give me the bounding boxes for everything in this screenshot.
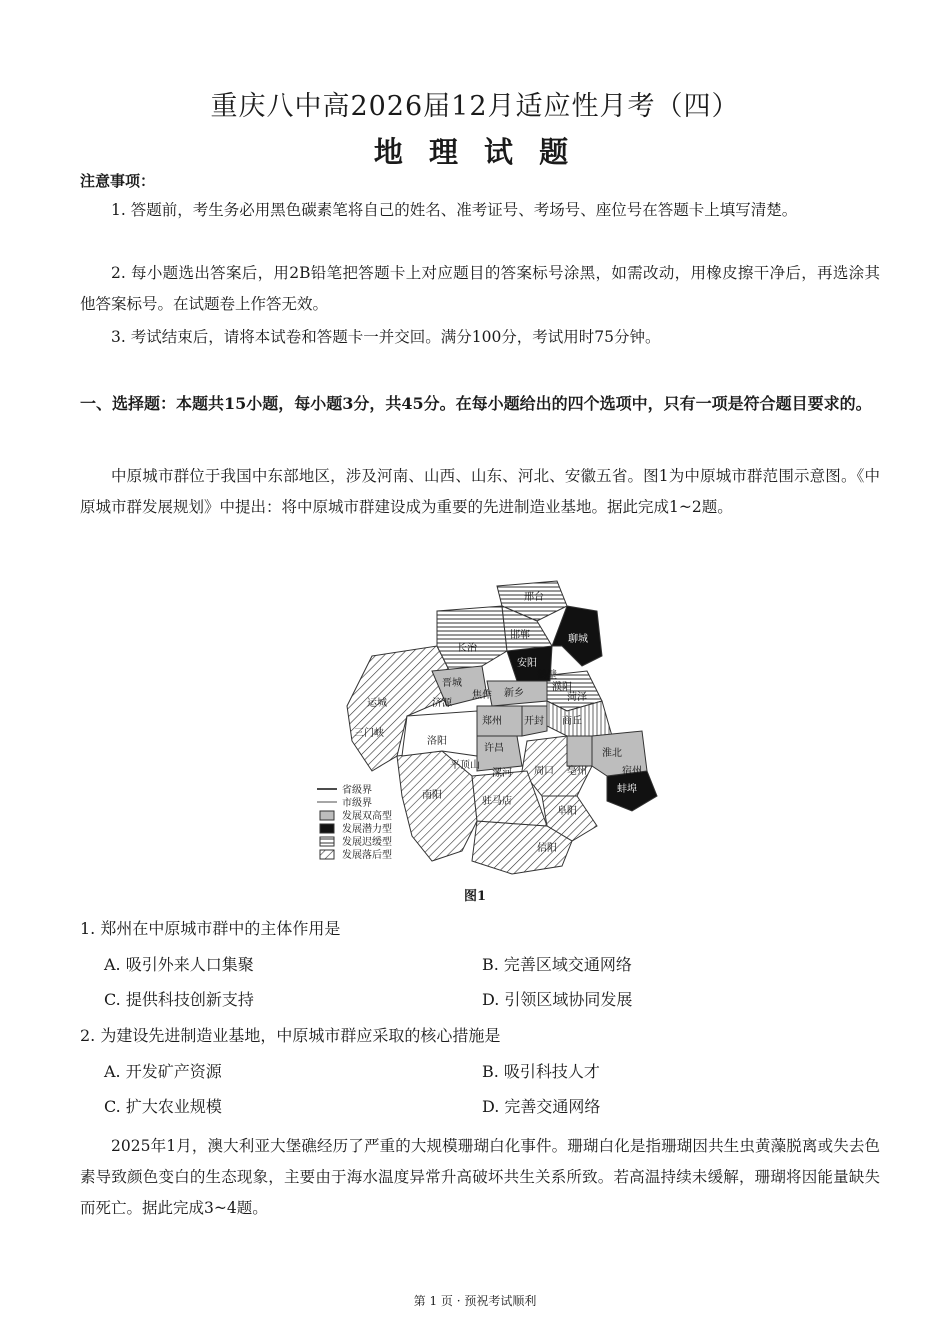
region-bozhou (567, 736, 592, 766)
city-label: 三门峡 (354, 728, 384, 739)
section-heading: 一、选择题：本题共15小题，每小题3分，共45分。在每小题给出的四个选项中，只有一项是符合题目要求的。 (80, 394, 872, 413)
question-1-stem: 1. 郑州在中原城市群中的主体作用是 (80, 919, 341, 938)
exam-subject: 地 理 试 题 (373, 135, 577, 169)
legend-lagging: 发展落后型 (342, 850, 392, 861)
city-label: 鹤壁 (537, 670, 557, 681)
figure-1-map (312, 566, 662, 878)
city-label: 信阳 (537, 843, 557, 854)
legend-slow: 发展迟缓型 (342, 837, 392, 848)
question-2-option-b[interactable]: B. 吸引科技人才 (482, 1062, 600, 1081)
city-label: 亳州 (567, 766, 587, 777)
city-label: 邯郸 (510, 630, 530, 641)
region-changzhi (437, 606, 507, 676)
city-label: 菏泽 (567, 692, 587, 703)
city-label: 安阳 (517, 658, 537, 669)
question-1-option-b[interactable]: B. 完善区域交通网络 (482, 955, 632, 974)
city-label: 济源 (432, 698, 452, 709)
question-1-option-a[interactable]: A. 吸引外来人口集聚 (104, 955, 254, 974)
exam-title: 重庆八中高2026届12月适应性月考（四） (210, 91, 740, 122)
question-2-option-c[interactable]: C. 扩大农业规模 (104, 1097, 222, 1116)
city-label: 聊城 (568, 634, 588, 645)
intro-passage: 中原城市群位于我国中东部地区，涉及河南、山西、山东、河北、安徽五省。图1为中原城市群范围示意图。《中原城市群发展规划》中提出：将中原城市群建设成为重要的先进制造业基地。据此完成1~2题。 (80, 467, 880, 516)
city-label: 许昌 (484, 743, 504, 754)
region-luoyang (402, 711, 477, 756)
legend-double-high: 发展双高型 (342, 811, 392, 822)
question-2-option-d[interactable]: D. 完善交通网络 (482, 1097, 601, 1116)
city-label: 淮北 (602, 748, 622, 759)
city-label: 漯河 (492, 768, 512, 779)
passage-coral: 2025年1月，澳大利亚大堡礁经历了严重的大规模珊瑚白化事件。珊瑚白化是指珊瑚因共生虫黄藻脱离或失去色素导致颜色变白的生态现象，主要由于海水温度异常升高破坏共生关系所致。若高温持续未缓解，珊瑚将因能量缺失而死亡。据此完成3~4题。 (80, 1137, 880, 1217)
city-label: 濮阳 (552, 682, 572, 693)
notice-item-1: 1. 答题前，考生务必用黑色碳素笔将自己的姓名、准考证号、考场号、座位号在答题卡上填写清楚。 (111, 201, 798, 219)
city-label: 焦作 (472, 690, 492, 701)
city-label: 驻马店 (482, 796, 512, 807)
city-label: 阜阳 (557, 806, 577, 817)
question-2-stem: 2. 为建设先进制造业基地，中原城市群应采取的核心措施是 (80, 1026, 501, 1045)
legend-city: 市级界 (342, 798, 372, 809)
map-legend (317, 783, 392, 861)
city-label: 商丘 (562, 716, 582, 727)
city-label: 运城 (367, 698, 387, 709)
city-label: 邢台 (524, 592, 544, 603)
legend-potential: 发展潜力型 (342, 824, 392, 835)
city-label: 蚌埠 (617, 784, 637, 795)
city-label: 平顶山 (450, 760, 480, 771)
question-2-option-a[interactable]: A. 开发矿产资源 (104, 1062, 222, 1081)
page-footer: 第 1 页 · 预祝考试顺利 (413, 1294, 537, 1308)
question-1-option-c[interactable]: C. 提供科技创新支持 (104, 990, 254, 1009)
city-label: 南阳 (422, 790, 442, 801)
city-label: 长治 (457, 643, 477, 654)
figure-caption: 图1 (463, 889, 487, 904)
city-label: 宿州 (622, 766, 642, 777)
city-label: 洛阳 (427, 736, 447, 747)
city-label: 郑州 (482, 716, 502, 727)
map-svg (312, 566, 662, 878)
question-1-option-d[interactable]: D. 引领区域协同发展 (482, 990, 633, 1009)
notice-item-2: 2. 每小题选出答案后，用2B铅笔把答题卡上对应题目的答案标号涂黑，如需改动，用橡皮擦干净后，再选涂其他答案标号。在试题卷上作答无效。 (80, 264, 880, 313)
notice-heading: 注意事项： (80, 172, 156, 190)
city-label: 开封 (524, 716, 544, 727)
city-label: 周口 (534, 766, 554, 777)
notice-item-3: 3. 考试结束后，请将本试卷和答题卡一并交回。满分100分，考试用时75分钟。 (111, 328, 661, 346)
city-label: 晋城 (442, 678, 462, 689)
city-label: 新乡 (504, 688, 524, 699)
legend-provincial: 省级界 (342, 785, 372, 796)
